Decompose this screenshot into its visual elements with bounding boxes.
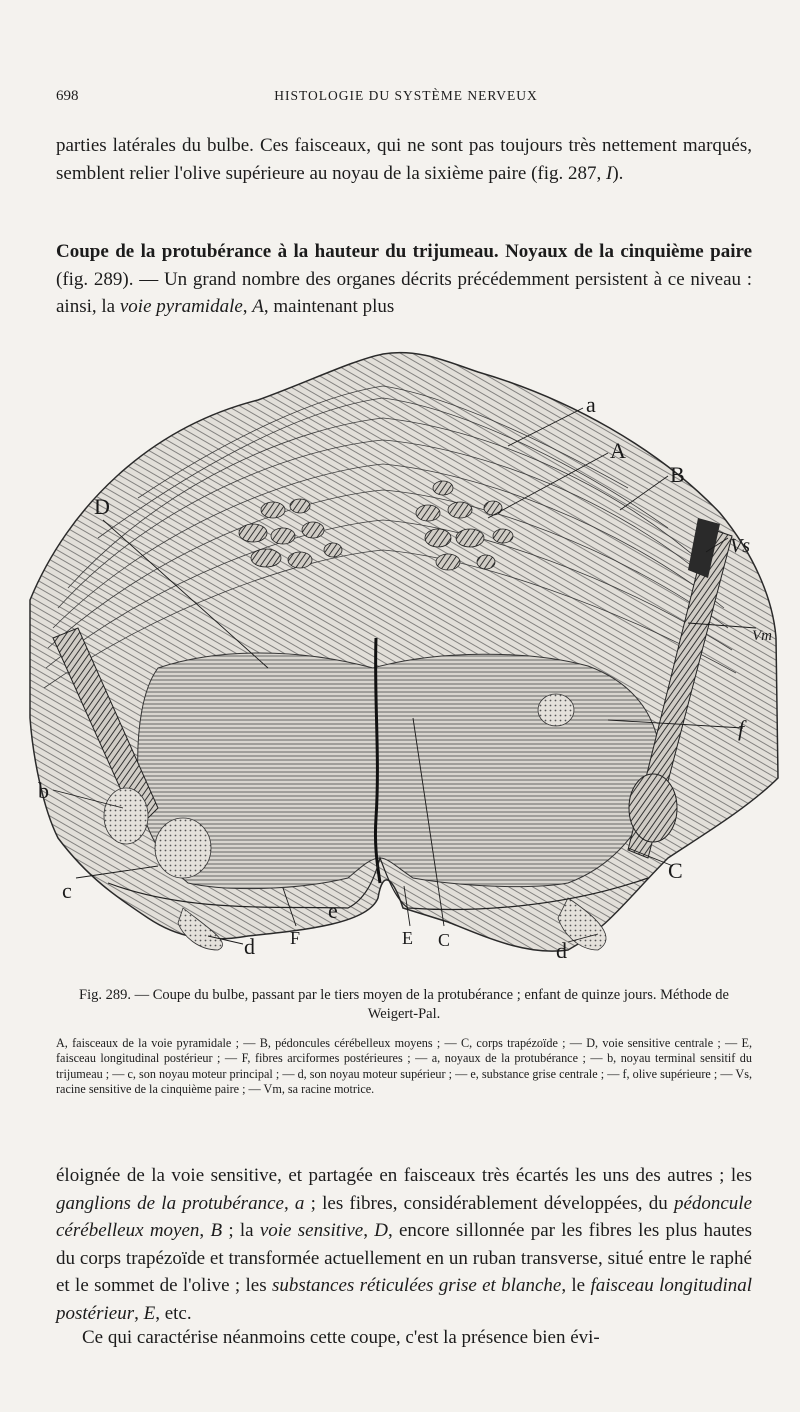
label-B: B [670,462,685,487]
p3-i8: faisceau longitudinal postérieur [56,1275,752,1324]
paragraph-3 [56,1162,752,1327]
section-heading-ref: (fig. 289). — [56,268,164,290]
p3-t8: , le [561,1275,591,1296]
label-E: E [402,928,413,948]
page-number: 698 [56,88,79,104]
label-F: F [290,928,301,948]
running-title: HISTOLOGIE DU SYSTÈME NERVEUX [274,88,538,103]
figure-caption-prefix: Fig. 289. [79,987,131,1003]
p3-t7: , encore sillonnée par les fibres les plus hautes du corps trapézoïde et transformée actuellement en un ruban transverse, situé entre le raphé et le sommet de l'olive ; les [56,1220,753,1296]
label-C: C [668,858,683,883]
term-a-upper: A [252,296,264,317]
paragraph-4: Ce qui caractérise néanmoins cette coupe, c'est la présence bien évi- [82,1327,600,1348]
p3-i2: a [294,1192,305,1214]
paragraph-1-text-b: ). [612,162,624,184]
p3-t5: ; la [222,1220,260,1241]
label-C-bottom: C [438,930,451,950]
tegmentum [138,653,661,889]
section-text-b: , [242,296,253,317]
label-d-right: d [556,938,567,963]
right-motor-nucleus [629,774,677,842]
figure-caption [56,986,752,1024]
p3-t3: ; les fibres, considérablement développées, du [304,1192,674,1214]
label-f: f [738,716,745,741]
left-sensory-nucleus [104,788,148,844]
paragraph-1-text-a: parties latérales du bulbe. Ces faisceaux, qui ne sont pas toujours très nettement marqués, semblent relier l'olive supérieure au noyau de la sixième paire (fig. 287, [56,135,752,184]
p3-t1: éloignée de la voie sensitive, et partagée en faisceaux très écartés les uns des autres ; les [56,1165,752,1186]
label-D: D [94,494,110,519]
label-Vm: Vm [752,628,772,644]
paragraph-1-fig-ref: I [606,162,613,184]
label-d-left: d [244,934,255,959]
right-olive [538,694,574,726]
p3-t9: , [134,1302,144,1324]
figure-legend: A, faisceaux de la voie pyramidale ; — B, pédoncules cérébelleux moyens ; — C, corps trapézoïde ; — D, voie sensitive centrale ; — E, faisceau longitudinal postérieur ; — F, fibres arciformes postérieures ; — a, noyaux de la protubérance ; — b, noyau terminal sensitif du trijumeau ; — c, son noyau moteur principal ; — d, son noyau moteur supérieur ; — e, substance grise centrale ; — f, olive supérieure ; — Vs, racine sensitive de la cinquième paire ; — Vm, sa racine motrice. [56,1036,752,1097]
p3-i5: voie sensitive [259,1220,364,1241]
p3-t4: , [199,1220,211,1241]
label-A: A [610,438,626,463]
section-text-a: Un grand nombre des organes décrits précédemment persistent à ce niveau : ainsi, la [56,268,752,317]
label-e: e [328,898,338,923]
p3-i4: B [210,1220,223,1241]
label-b: b [38,778,49,803]
p3-i9: E [143,1302,156,1324]
label-Vs: Vs [730,535,750,557]
paragraph-1 [56,132,752,187]
p3-i7: substances réticulées grise et blanche [271,1275,562,1296]
p3-t6: , [363,1220,375,1241]
left-motor-nucleus [155,818,211,878]
section-heading: Coupe de la protubérance à la hauteur du trijumeau. Noyaux de la cinquième paire [56,241,752,262]
figure-289-illustration [8,338,792,970]
p3-t10: , etc. [155,1302,192,1324]
page-header [56,88,756,112]
term-voie-pyramidale: voie pyramidale [119,296,243,317]
p3-i3: pédoncule cérébelleux moyen [56,1192,753,1241]
p3-i6: D [374,1220,388,1241]
p3-t2: , [283,1192,295,1214]
label-c: c [62,878,72,903]
p3-i1: ganglions de la protubérance [56,1192,284,1214]
figure-caption-text: — Coupe du bulbe, passant par le tiers moyen de la protubérance ; enfant de quinze jours. Méthode de Weigert-Pal. [131,987,729,1022]
section-paragraph [56,238,752,321]
label-a: a [586,392,596,417]
section-text-c: , maintenant plus [263,296,395,317]
